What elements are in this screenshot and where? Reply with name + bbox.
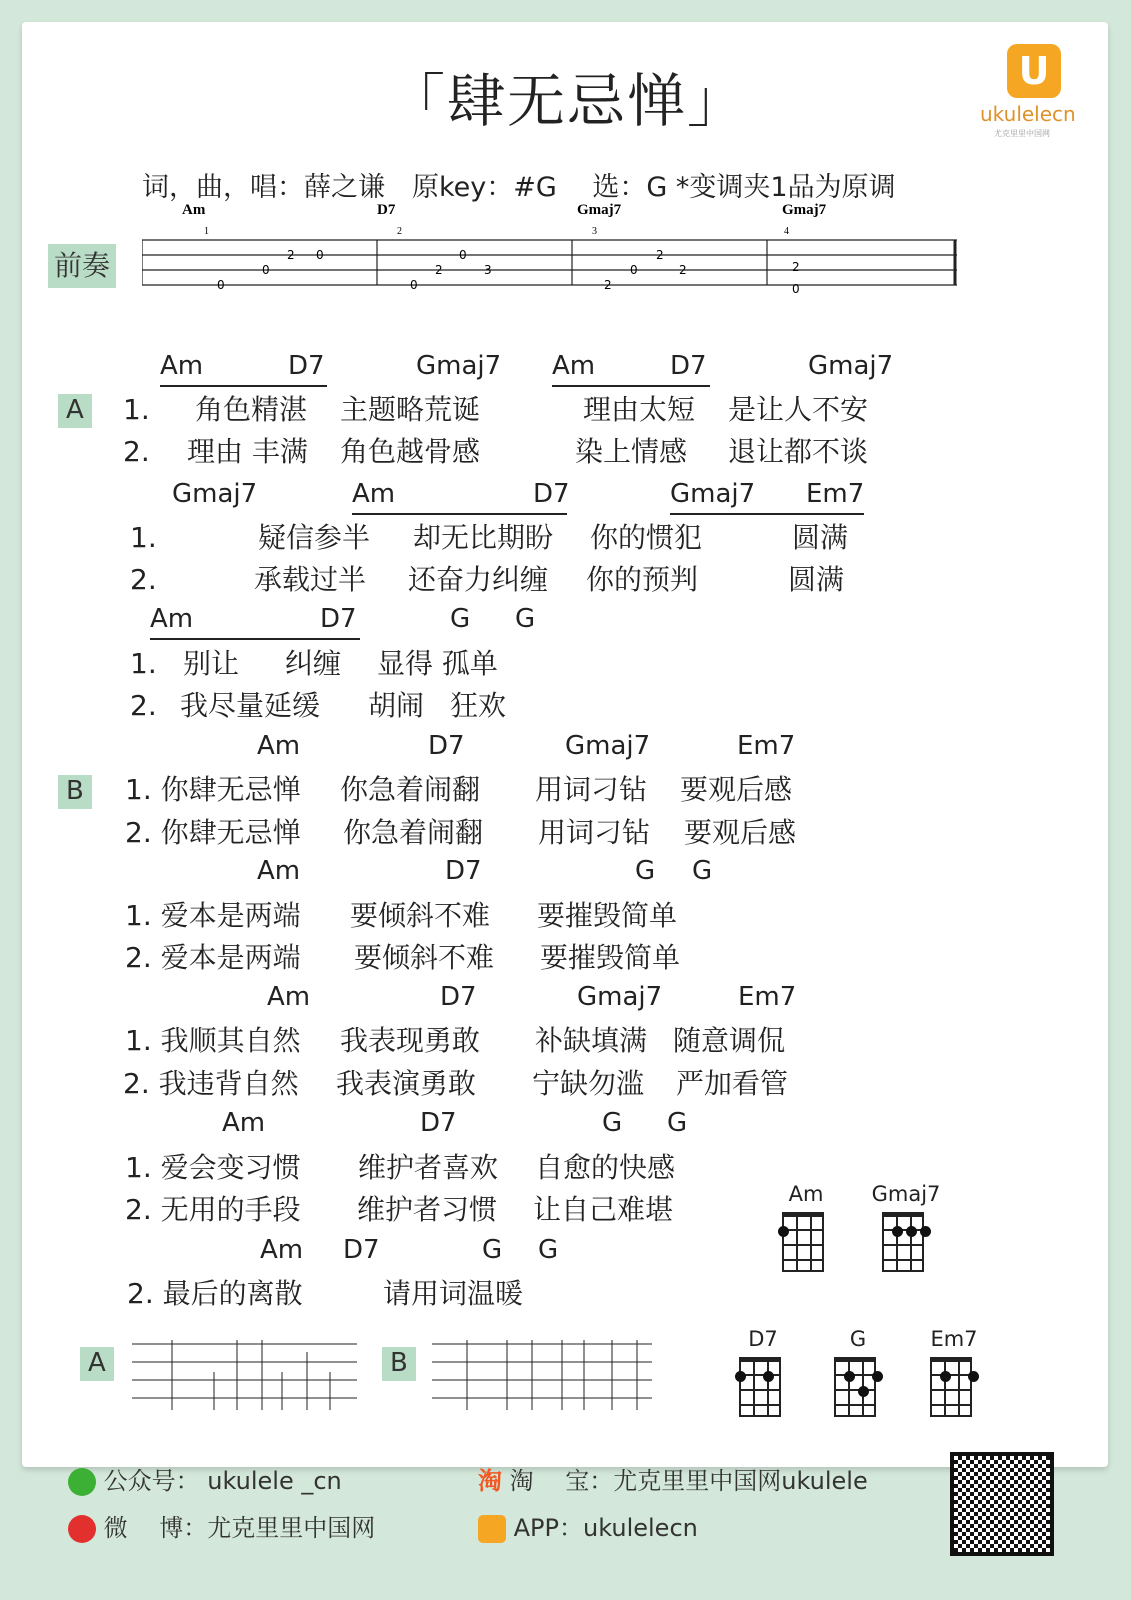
pattern-a-label: A: [80, 1347, 114, 1381]
intro-chord: Gmaj7: [577, 202, 622, 218]
chord-name: G: [602, 1108, 623, 1138]
taobao-text: 淘 宝：尤克里里中国网ukulele: [509, 1467, 868, 1495]
chord-name: Am: [257, 856, 301, 886]
chord-name: D7: [533, 479, 570, 509]
chord-name: Am: [260, 1235, 304, 1265]
chord-name: Gmaj7: [808, 351, 894, 381]
measure-number: 3: [592, 226, 597, 237]
lyric-text: 1.: [130, 521, 157, 554]
song-title: 「肆无忌惮」: [387, 67, 748, 135]
lyric-text: 2.: [130, 689, 157, 722]
lyric-text: 承载过半: [254, 563, 367, 596]
chord-underline: [670, 513, 864, 515]
lyric-text: 狂欢: [450, 689, 507, 722]
lyric-text: 你急着闹翻: [343, 816, 484, 849]
lyric-text: 2. 我违背自然: [123, 1067, 299, 1100]
chord-name: Am: [267, 982, 311, 1012]
finger-dot: [940, 1371, 951, 1382]
chord-name: D7: [440, 982, 477, 1012]
lyric-text: 要倾斜不难: [350, 899, 491, 932]
tab-fret-number: 2: [656, 248, 664, 262]
chord-name: Gmaj7: [577, 982, 663, 1012]
measure-number: 4: [784, 226, 789, 237]
lyric-text: 1. 我顺其自然: [125, 1024, 301, 1057]
tab-fret-number: 2: [435, 263, 443, 277]
finger-dot: [892, 1226, 903, 1237]
lyric-text: 请用词温暖: [383, 1277, 524, 1310]
chord-diagram-name: G: [849, 1327, 867, 1351]
lyric-text: 随意调侃: [673, 1024, 786, 1057]
lyric-text: 你的惯犯: [590, 521, 703, 554]
lyric-text: 显得 孤单: [377, 647, 498, 680]
lyric-text: 用词刁钻: [535, 773, 648, 806]
lyric-text: 角色精湛: [195, 393, 308, 426]
lyric-text: 别让: [183, 647, 240, 680]
lyric-text: 我表演勇敢: [336, 1067, 477, 1100]
lyric-text: 2. 最后的离散: [127, 1277, 303, 1310]
fretboard-grid: [739, 1357, 781, 1417]
lyric-text: 用词刁钻: [538, 816, 651, 849]
chord-name: D7: [343, 1235, 380, 1265]
chord-name: Em7: [806, 479, 865, 509]
weibo-icon: [68, 1515, 96, 1543]
tab-fret-number: 0: [262, 263, 270, 277]
lyric-text: 2.: [130, 563, 157, 596]
chord-name: G: [515, 604, 536, 634]
brand-sub: 尤克里里中国网: [994, 129, 1050, 138]
lyric-text: 纠缠: [285, 647, 342, 680]
lyric-text: 疑信参半: [258, 521, 371, 554]
lyric-text: 宁缺勿滥: [532, 1067, 645, 1100]
chord-name: G: [482, 1235, 503, 1265]
pattern-b-label: B: [382, 1347, 416, 1381]
footer-weibo: [68, 1512, 375, 1544]
chord-name: Gmaj7: [172, 479, 258, 509]
lyric-text: 2.: [123, 435, 150, 468]
fretboard-grid: [882, 1212, 924, 1272]
chord-name: D7: [288, 351, 325, 381]
app-text: APP：ukulelecn: [513, 1514, 698, 1542]
chord-name: G: [450, 604, 471, 634]
lyric-text: 要观后感: [680, 773, 793, 806]
lyric-text: 要观后感: [684, 816, 797, 849]
chord-name: G: [635, 856, 656, 886]
lyric-text: 让自己难堪: [533, 1193, 674, 1226]
lyric-text: 补缺填满: [535, 1024, 648, 1057]
intro-label: 前奏: [48, 244, 116, 288]
chord-name: D7: [320, 604, 357, 634]
app-icon: [478, 1515, 506, 1543]
measure-number: 1: [204, 226, 209, 237]
chord-underline: [352, 513, 567, 515]
measure-number: 2: [397, 226, 402, 237]
lyric-text: 2. 你肆无忌惮: [125, 816, 301, 849]
fretboard-grid: [834, 1357, 876, 1417]
finger-dot: [920, 1226, 931, 1237]
lyric-text: 维护者喜欢: [358, 1151, 499, 1184]
footer-app: [478, 1512, 698, 1544]
intro-chord: D7: [377, 202, 396, 218]
tab-fret-number: 2: [679, 263, 687, 277]
lyric-text: 你急着闹翻: [340, 773, 481, 806]
chord-name: Am: [222, 1108, 266, 1138]
lyric-text: 退让都不谈: [728, 435, 869, 468]
chord-name: Gmaj7: [416, 351, 502, 381]
tab-fret-number: 0: [410, 278, 418, 292]
tab-fret-number: 2: [604, 278, 612, 292]
lyric-text: 角色越骨感: [340, 435, 481, 468]
lyric-text: 1. 爱会变习惯: [125, 1151, 301, 1184]
lyric-text: 维护者习惯: [357, 1193, 498, 1226]
fretboard-grid: [782, 1212, 824, 1272]
finger-dot: [844, 1371, 855, 1382]
lyric-text: 是让人不安: [728, 393, 869, 426]
chord-name: D7: [670, 351, 707, 381]
wechat-icon: [68, 1468, 96, 1496]
chord-name: D7: [420, 1108, 457, 1138]
section-label: A: [58, 394, 92, 428]
tab-fret-number: 0: [316, 248, 324, 262]
lyric-text: 却无比期盼: [413, 521, 554, 554]
strum-pattern-a: [132, 1332, 372, 1412]
lyric-text: 要倾斜不难: [354, 941, 495, 974]
chord-name: Gmaj7: [565, 731, 651, 761]
lyric-text: 严加看管: [676, 1067, 789, 1100]
ukulele-logo-icon: U: [1007, 44, 1061, 98]
tab-fret-number: 0: [459, 248, 467, 262]
chord-name: Am: [160, 351, 204, 381]
qr-code[interactable]: [950, 1452, 1054, 1556]
chord-name: Em7: [738, 982, 797, 1012]
finger-dot: [906, 1226, 917, 1237]
lyric-text: 你的预判: [586, 563, 699, 596]
chord-underline: [150, 638, 360, 640]
lyric-text: 要摧毁简单: [540, 941, 681, 974]
intro-tab: [142, 198, 962, 318]
lyric-text: 圆满: [792, 521, 849, 554]
finger-dot: [858, 1386, 869, 1397]
chord-name: Am: [552, 351, 596, 381]
chord-name: Am: [352, 479, 396, 509]
lyric-text: 圆满: [788, 563, 845, 596]
tab-fret-number: 0: [630, 263, 638, 277]
chord-name: G: [692, 856, 713, 886]
chord-diagram-name: Am: [788, 1182, 824, 1206]
chord-name: G: [538, 1235, 559, 1265]
lyric-text: 染上情感: [575, 435, 688, 468]
tab-fret-number: 3: [484, 263, 492, 277]
tab-fret-number: 2: [287, 248, 295, 262]
intro-chord: Am: [182, 202, 206, 218]
chord-name: Em7: [737, 731, 796, 761]
lyric-text: 还奋力纠缠: [408, 563, 549, 596]
chord-diagram-name: Em7: [930, 1327, 978, 1351]
finger-dot: [968, 1371, 979, 1382]
footer-taobao: [478, 1465, 868, 1497]
lyric-text: 1. 你肆无忌惮: [125, 773, 301, 806]
section-label: B: [58, 775, 92, 809]
chord-name: Gmaj7: [670, 479, 756, 509]
taobao-icon: 淘: [478, 1467, 502, 1495]
lyric-text: 我尽量延缓: [180, 689, 321, 722]
tab-fret-number: 0: [792, 282, 800, 296]
lyric-text: 要摧毁简单: [537, 899, 678, 932]
lyric-text: 理由太短: [583, 393, 696, 426]
finger-dot: [763, 1371, 774, 1382]
lyric-text: 我表现勇敢: [340, 1024, 481, 1057]
chord-diagram-name: Gmaj7: [871, 1182, 941, 1206]
chord-underline: [552, 385, 710, 387]
lyric-text: 1.: [130, 647, 157, 680]
lyric-text: 1.: [123, 393, 150, 426]
song-info: 词，曲，唱：薛之谦 原key：#G 选：G *变调夹1品为原调: [142, 172, 896, 203]
lyric-text: 2. 无用的手段: [125, 1193, 301, 1226]
lyric-text: 1. 爱本是两端: [125, 899, 301, 932]
chord-diagram-name: D7: [748, 1327, 778, 1351]
chord-name: Am: [150, 604, 194, 634]
lyric-text: 理由 丰满: [187, 435, 308, 468]
chord-name: Am: [257, 731, 301, 761]
footer-wechat: [68, 1465, 342, 1497]
tab-fret-number: 2: [792, 260, 800, 274]
chord-underline: [160, 385, 327, 387]
finger-dot: [735, 1371, 746, 1382]
intro-chord: Gmaj7: [782, 202, 827, 218]
tab-fret-number: 0: [217, 278, 225, 292]
finger-dot: [778, 1226, 789, 1237]
finger-dot: [872, 1371, 883, 1382]
chord-name: G: [667, 1108, 688, 1138]
strum-pattern-b: [432, 1332, 662, 1412]
chord-name: D7: [428, 731, 465, 761]
weibo-text: 微 博：尤克里里中国网: [103, 1514, 376, 1542]
wechat-text: 公众号： ukulele _cn: [103, 1467, 342, 1495]
lyric-text: 主题略荒诞: [340, 393, 481, 426]
fretboard-grid: [930, 1357, 972, 1417]
chord-name: D7: [445, 856, 482, 886]
lyric-text: 胡闹: [368, 689, 425, 722]
lyric-text: 自愈的快感: [535, 1151, 676, 1184]
brand-name: ukulelecn: [980, 102, 1076, 126]
lyric-text: 2. 爱本是两端: [125, 941, 301, 974]
song-sheet: [22, 22, 1108, 1467]
